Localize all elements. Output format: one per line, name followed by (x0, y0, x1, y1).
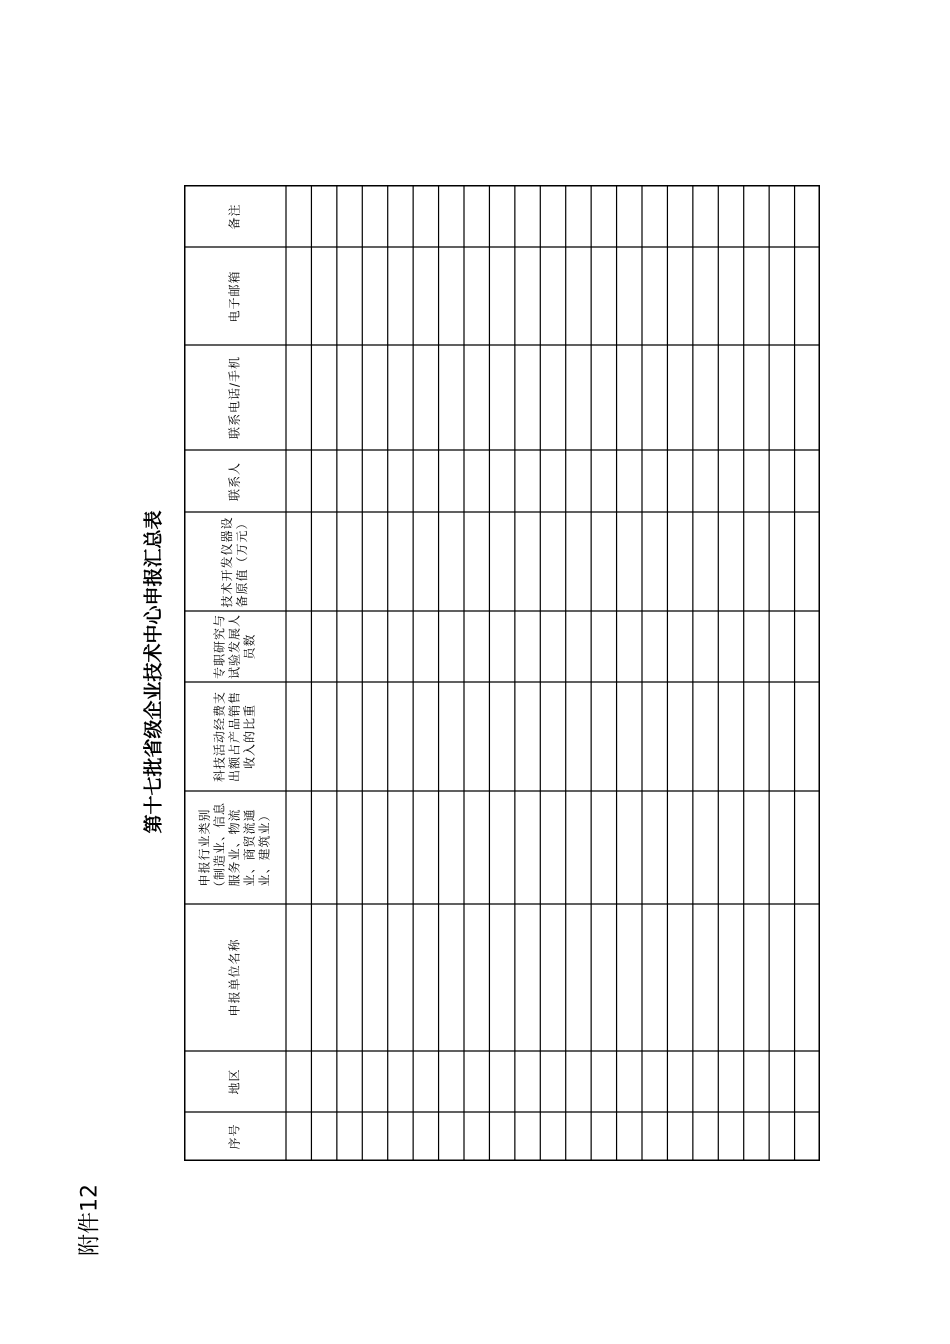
summary-table (184, 185, 820, 1161)
header-contact-person: 联系人 (227, 461, 242, 501)
header-applicant-name: 申报单位名称 (227, 938, 242, 1017)
page-title: 第十七批省级企业技术中心申报汇总表 (142, 510, 165, 834)
header-rd-staff-count: 专职研究与试验发展人员数 (212, 614, 257, 680)
header-contact-phone: 联系电话/手机 (227, 355, 242, 440)
header-serial-number: 序号 (227, 1123, 242, 1150)
annex-label: 附件12 (77, 1184, 103, 1256)
header-equipment-value: 技术开发仪器设备原值（万元） (220, 516, 249, 608)
header-rd-expense-ratio: 科技活动经费支出额占产品销售收入的比重 (212, 691, 257, 783)
header-region: 地区 (227, 1068, 242, 1095)
header-email: 电子邮箱 (227, 270, 242, 323)
header-industry-category: 申报行业类别（制造业、信息服务业、物流业、商贸流通业、建筑业） (197, 802, 272, 894)
header-remarks: 备注 (227, 203, 242, 230)
